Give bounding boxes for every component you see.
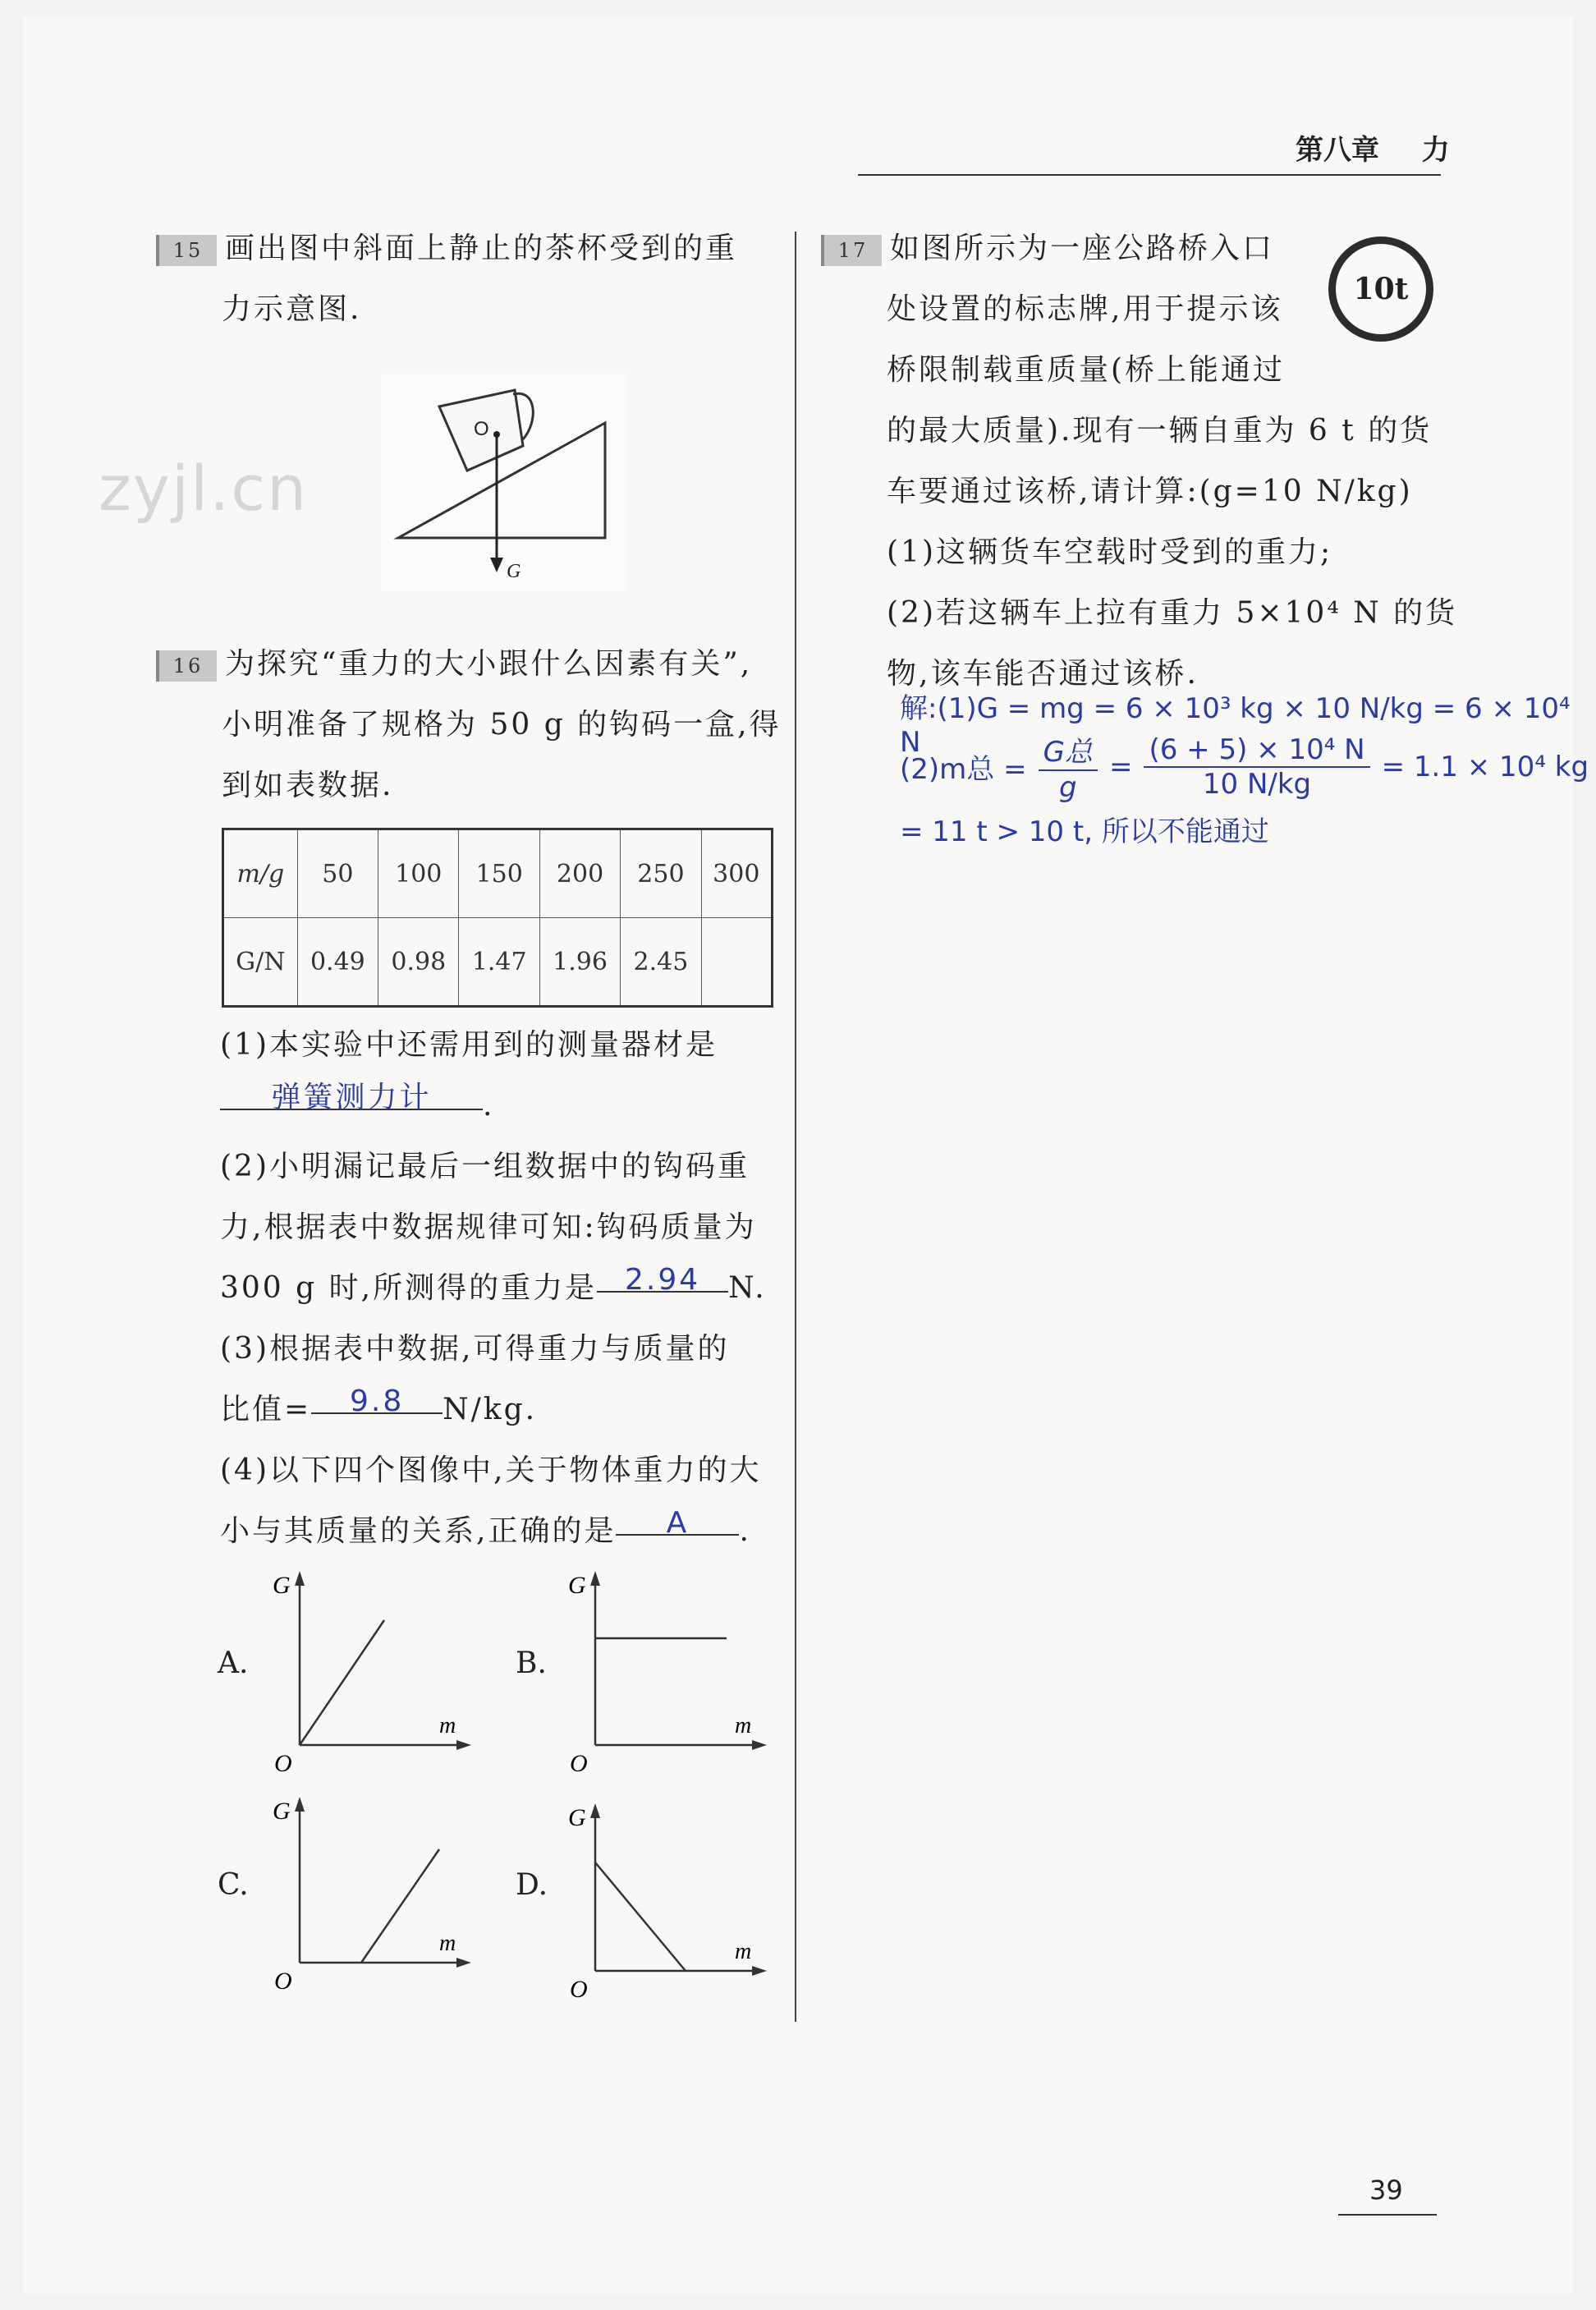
p3-line2-post: N/kg.: [443, 1393, 538, 1426]
solution-line1: 解:(1)G = mg = 6 × 10³ kg × 10 N/kg = 6 × 10⁴ N: [900, 692, 1571, 759]
table-cell: 0.49: [297, 918, 378, 1007]
origin-label: O: [570, 1750, 588, 1777]
graph-d: [558, 1790, 772, 2004]
q17-line4: 的最大质量).现有一辆自重为 6 t 的货: [887, 414, 1433, 448]
graph-line: [361, 1849, 439, 1963]
data-table: [222, 828, 773, 1008]
y-label: G: [568, 1572, 586, 1599]
p1-answer: 弹簧测力计: [271, 1081, 432, 1114]
table-head-mass: m/g: [223, 829, 298, 918]
solution-line3: = 11 t > 10 t, 所以不能通过: [900, 815, 1269, 848]
p2-line3-post: N.: [728, 1271, 767, 1305]
x-arrow: [752, 1740, 767, 1750]
fraction-1-denominator: g: [1058, 771, 1077, 804]
q15-text: [156, 218, 780, 340]
p2-line2: 力,根据表中数据规律可知:钩码质量为: [220, 1210, 757, 1244]
q15-number: 15: [156, 235, 217, 266]
origin-label: O: [570, 1976, 588, 2003]
graph-b: [558, 1564, 772, 1778]
sol2-pre: (2)m总 =: [900, 753, 1027, 786]
p4-answer-blank: [616, 1501, 739, 1540]
sol2-post: = 1.1 × 10⁴ kg: [1381, 750, 1589, 783]
q16-line3: 到如表数据.: [222, 769, 394, 802]
table-cell: 1.47: [459, 918, 539, 1007]
p3-line2-pre: 比值=: [220, 1393, 312, 1426]
y-label: G: [273, 1572, 291, 1599]
fraction-2: [1144, 733, 1369, 801]
q16-subquestions: [220, 1015, 795, 1562]
y-label: G: [568, 1804, 586, 1831]
weight-limit-sign: 10t: [1328, 237, 1433, 342]
p2-answer: 2.94: [625, 1263, 701, 1297]
p2-line3-pre: 300 g 时,所测得的重力是: [220, 1271, 598, 1305]
graph-a-label: A.: [218, 1646, 249, 1680]
table-cell: 2.45: [621, 918, 701, 1007]
page-number-rule: [1338, 2214, 1437, 2216]
fraction-1-numerator: G总: [1039, 729, 1098, 771]
point-label: O: [474, 418, 489, 440]
q15-figure: [382, 374, 628, 591]
p4-line1: (4)以下四个图像中,关于物体重力的大: [220, 1454, 762, 1487]
p4-answer: A: [666, 1506, 690, 1540]
table-cell: 300: [701, 829, 772, 918]
x-label: m: [735, 1713, 752, 1738]
q17-line2: 处设置的标志牌,用于提示该: [887, 292, 1283, 326]
q17-line6: (1)这辆货车空载时受到的重力;: [887, 535, 1333, 569]
q16-text: [156, 634, 796, 816]
y-arrow: [590, 1571, 600, 1586]
x-arrow: [752, 1966, 767, 1976]
q17-line5: 车要通过该桥,请计算:(g=10 N/kg): [887, 475, 1413, 508]
graph-d-label: D.: [516, 1868, 548, 1902]
x-arrow: [456, 1740, 471, 1750]
sol2-eq: =: [1108, 750, 1133, 783]
graph-c: [263, 1790, 476, 1995]
p1-answer-blank: [220, 1076, 483, 1114]
graph-line: [595, 1862, 686, 1971]
x-label: m: [439, 1713, 456, 1738]
q17-number: 17: [821, 235, 882, 266]
table-cell: 0.98: [378, 918, 459, 1007]
p1-line1: (1)本实验中还需用到的测量器材是: [220, 1028, 718, 1062]
fraction-2-denominator: 10 N/kg: [1202, 767, 1312, 801]
fraction-2-numerator: (6 + 5) × 10⁴ N: [1144, 733, 1369, 768]
table-cell: 200: [539, 829, 620, 918]
q15-line2: 力示意图.: [222, 292, 362, 326]
table-row: [223, 829, 773, 918]
page-number: 39: [1369, 2175, 1403, 2206]
table-cell: 250: [621, 829, 701, 918]
q15-line1: 画出图中斜面上静止的茶杯受到的重: [225, 232, 738, 265]
q17-line3: 桥限制载重质量(桥上能通过: [887, 353, 1286, 387]
y-arrow: [295, 1797, 305, 1812]
fraction-1: [1039, 729, 1098, 804]
p3-answer-blank: [311, 1380, 443, 1418]
y-arrow: [590, 1803, 600, 1818]
table-cell: [701, 918, 772, 1007]
chapter-label: 第八章: [1296, 134, 1379, 167]
graph-c-label: C.: [218, 1868, 249, 1902]
p2-answer-blank: [597, 1258, 728, 1297]
graph-a: [263, 1564, 476, 1778]
chapter-header: [1296, 127, 1450, 168]
chapter-title: 力: [1421, 134, 1450, 167]
q16-line1: 为探究“重力的大小跟什么因素有关”,: [225, 647, 753, 681]
y-arrow: [295, 1571, 305, 1586]
table-cell: 100: [378, 829, 459, 918]
origin-label: O: [274, 1968, 292, 1995]
column-divider: [795, 232, 796, 2022]
header-rule: [858, 174, 1441, 176]
x-label: m: [735, 1939, 752, 1964]
q16-number: 16: [156, 650, 217, 682]
x-arrow: [456, 1958, 471, 1968]
x-label: m: [439, 1931, 456, 1956]
graph-line: [300, 1620, 384, 1745]
p2-line1: (2)小明漏记最后一组数据中的钩码重: [220, 1150, 750, 1183]
q17-line7: (2)若这辆车上拉有重力 5×10⁴ N 的货: [887, 596, 1458, 630]
watermark: zyjl.cn: [99, 452, 309, 525]
q16-line2: 小明准备了规格为 50 g 的钩码一盒,得: [222, 708, 782, 742]
table-cell: 1.96: [539, 918, 620, 1007]
graph-b-label: B.: [516, 1646, 547, 1680]
p1-end: .: [483, 1089, 495, 1123]
table-row: [223, 918, 773, 1007]
y-label: G: [273, 1798, 291, 1825]
origin-label: O: [274, 1750, 292, 1777]
table-cell: 50: [297, 829, 378, 918]
q17-line1: 如图所示为一座公路桥入口: [890, 232, 1275, 265]
force-label: G: [507, 561, 521, 582]
p3-answer: 9.8: [350, 1385, 405, 1418]
solution-line2: [900, 729, 1589, 804]
table-head-gravity: G/N: [223, 918, 298, 1007]
p4-end: .: [739, 1514, 751, 1548]
q17-line8: 物,该车能否通过该桥.: [887, 657, 1199, 691]
table-cell: 150: [459, 829, 539, 918]
p4-line2-pre: 小与其质量的关系,正确的是: [220, 1514, 617, 1548]
p3-line1: (3)根据表中数据,可得重力与质量的: [220, 1332, 730, 1366]
